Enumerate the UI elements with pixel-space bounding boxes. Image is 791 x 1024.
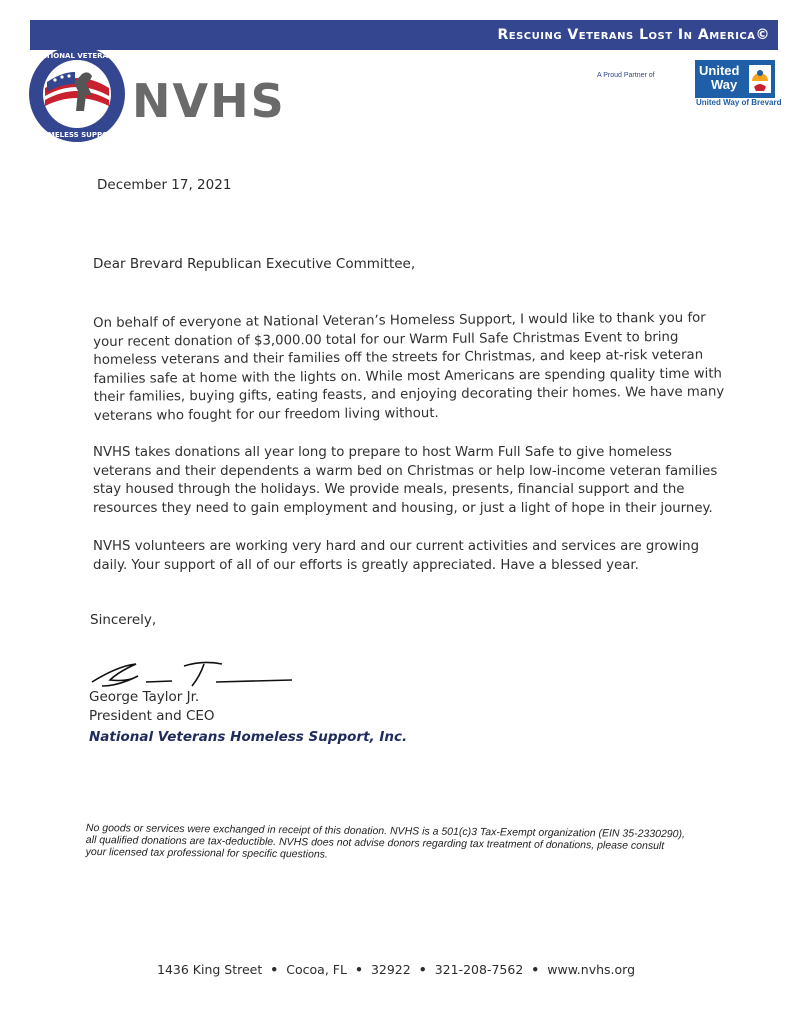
united-way-line1: United [699,63,740,78]
united-way-subtitle: United Way of Brevard [696,98,782,107]
separator-dot: • [531,962,540,977]
closing: Sincerely, [90,612,157,628]
separator-dot: • [354,962,363,977]
footer-contact [157,962,637,977]
svg-text:HOMELESS SUPPORT: HOMELESS SUPPORT [36,131,118,139]
nvhs-wordmark: NVHS [132,74,286,128]
signer-title: President and CEO [89,708,215,724]
tax-disclaimer: No goods or services were exchanged in receipt of this donation. NVHS is a 501(c)3 Tax-Exempt organization (EIN 35-2330290), all qualified donations are tax-deductible. NVHS does not advise donors regarding tax treatment of donations, please consult your licensed tax professional for specific questions. [85,822,685,861]
separator-dot: • [418,962,427,977]
header-banner [30,20,778,50]
handwritten-signature [88,652,298,692]
united-way-line2: Way [711,77,738,92]
body-paragraph-3: NVHS volunteers are working very hard and our current activities and services are growing daily. Your support of all of our efforts is greatly appreciated. Have a blessed year. [93,539,700,573]
signer-organization: National Veterans Homeless Support, Inc. [89,729,408,745]
salutation: Dear Brevard Republican Executive Committee, [93,256,416,272]
body-paragraph-1: On behalf of everyone at National Veteran’s Homeless Support, I would like to thank you for your recent donation of $3,000.00 total for our Warm Full Safe Christmas Event to bring homeless veterans and their families off the streets for Christmas, and keep at-risk veteran families safe at home with the lights on. While most Americans are spending quality time with their families, buying gifts, eating feasts, and enjoying decorating their homes. We have many veterans who fought for our freedom living without. [93,310,725,424]
separator-dot: • [270,962,279,977]
footer-address: 1436 King Street [157,962,263,977]
body-paragraph-2: NVHS takes donations all year long to prepare to host Warm Full Safe to give homeless veterans and their dependents a warm bed on Christmas or help low-income veteran families stay housed through the holidays. We provide meals, presents, financial support and the resources they need to gain employment and housing, or just a light of hope in their journey. [93,445,718,516]
footer-phone: 321-208-7562 [434,962,524,977]
banner-text: Rescuing Veterans Lost In America© [497,27,770,43]
united-way-logo [695,60,775,98]
nvhs-seal-logo [27,44,127,144]
letter-date: December 17, 2021 [97,177,232,193]
footer-city: Cocoa, FL [286,962,347,977]
footer-website[interactable]: www.nvhs.org [547,962,636,977]
signer-name: George Taylor Jr. [89,689,200,705]
svg-text:NATIONAL VETERANS: NATIONAL VETERANS [35,52,119,60]
united-way-hand-icon [749,65,771,93]
footer-zip: 32922 [370,962,411,977]
partner-text: A Proud Partner of [597,72,655,79]
